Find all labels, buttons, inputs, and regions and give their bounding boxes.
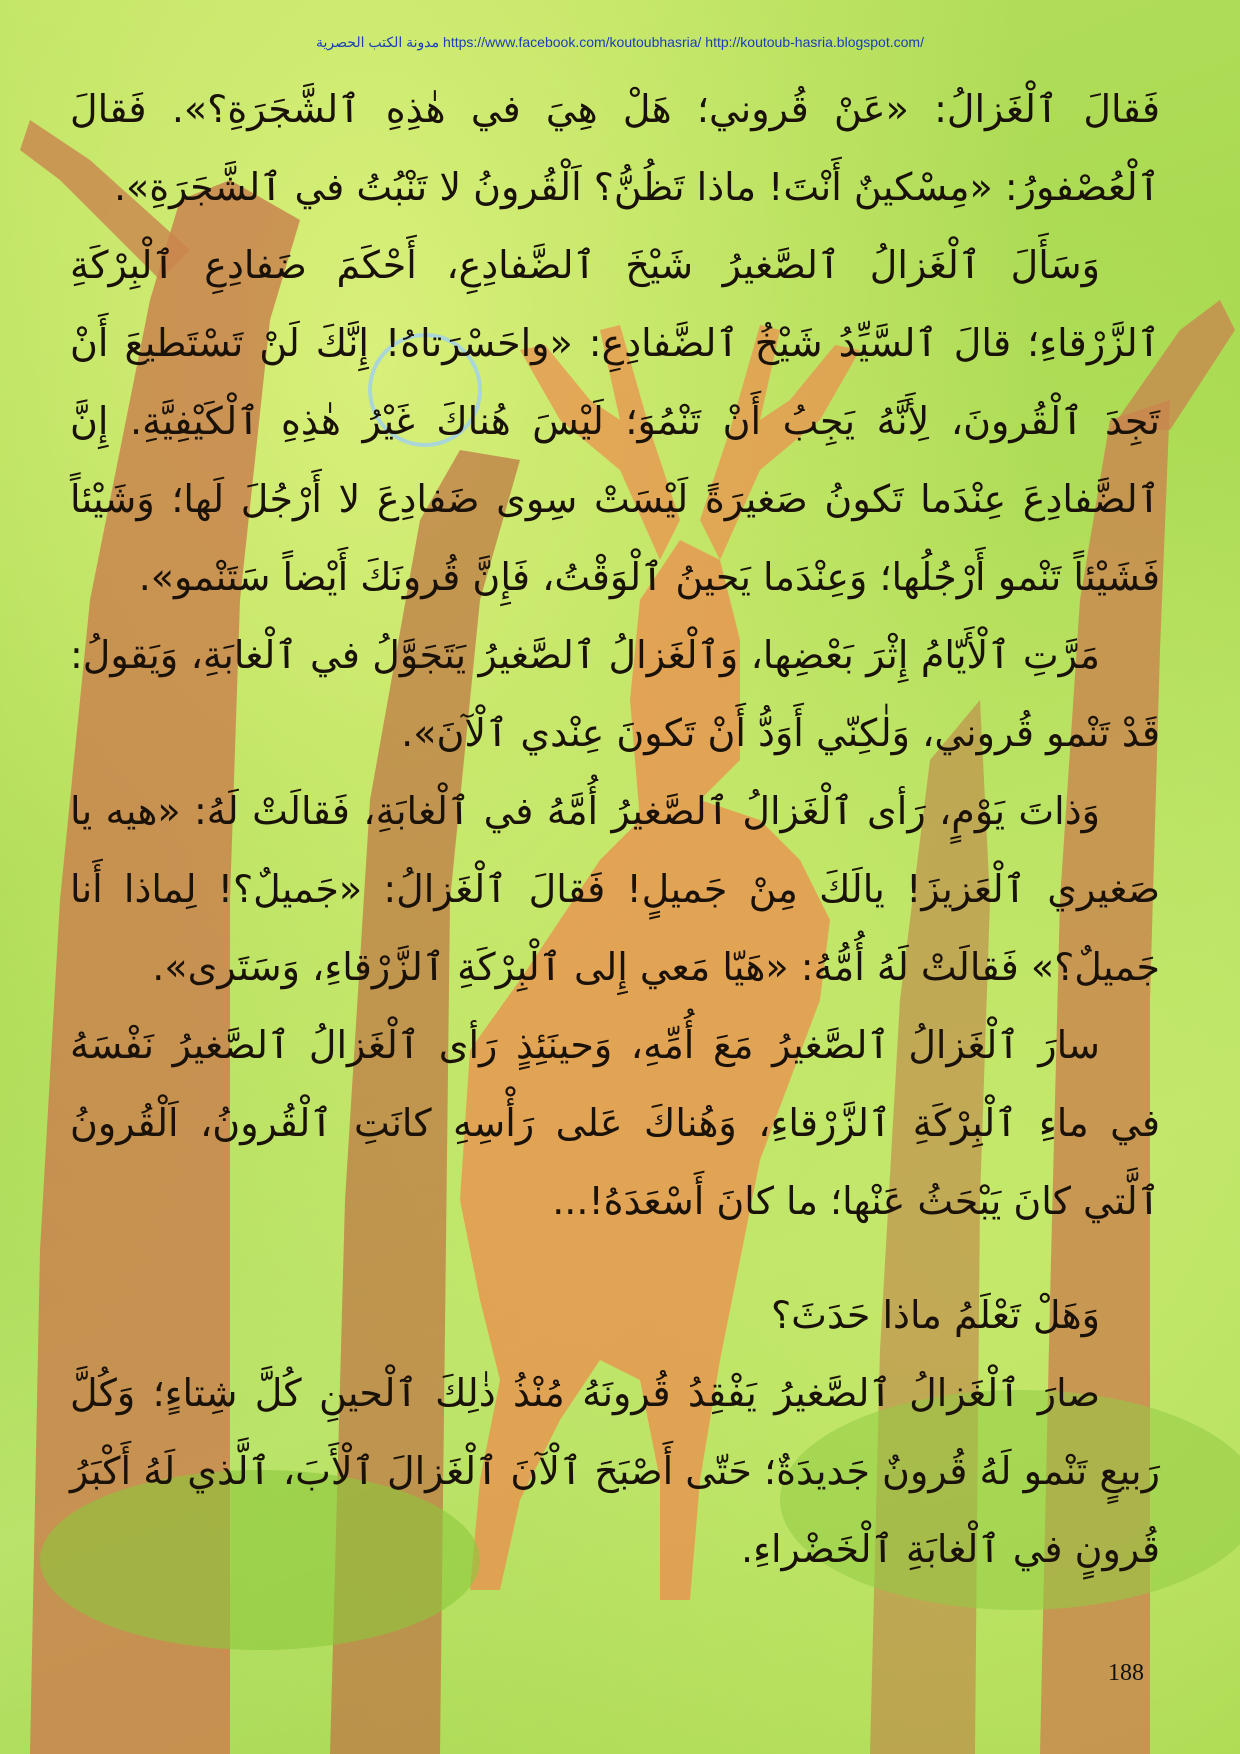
source-link[interactable]: مدونة الكتب الحصرية https://www.facebook.com/koutoubhasria/ http://koutoub-hasria.blogspot.com/ (316, 34, 924, 50)
paragraph: سارَ ٱلْغَزالُ ٱلصَّغيرُ مَعَ أُمِّهِ، وَحينَئِذٍ رَأى ٱلْغَزالُ ٱلصَّغيرُ نَفْسَهُ في ماءِ ٱلْبِرْكَةِ ٱلزَّرْقاءِ، وَهُناكَ عَلى رَأْسِهِ كانَتِ ٱلْقُرونُ، اَلْقُرونُ ٱلَّتي كانَ يَبْحَثُ عَنْها؛ ما كانَ أَسْعَدَهُ!... (70, 1023, 1160, 1223)
page-number: 188 (1108, 1660, 1144, 1686)
paragraph: فَقالَ ٱلْغَزالُ: «عَنْ قُروني؛ هَلْ هِيَ في هٰذِهِ ٱلشَّجَرَةِ؟». فَقالَ ٱلْعُصْفورُ: «مِسْكينٌ أَنْتَ! ماذا تَظُنُّ؟ اَلْقُرونُ لا تَنْبُتُ في ٱلشَّجَرَةِ». (70, 87, 1160, 209)
story-text (70, 70, 1160, 1588)
paragraph: مَرَّتِ ٱلْأَيّامُ إِثْرَ بَعْضِها، وَٱلْغَزالُ ٱلصَّغيرُ يَتَجَوَّلُ في ٱلْغابَةِ، وَيَقولُ: قَدْ تَنْمو قُروني، وَلٰكِنّي أَوَدُّ أَنْ تَكونَ عِنْدي ٱلْآنَ». (70, 633, 1160, 755)
paragraph: وَهَلْ تَعْلَمُ ماذا حَدَثَ؟ (771, 1293, 1100, 1337)
paragraph: صارَ ٱلْغَزالُ ٱلصَّغيرُ يَفْقِدُ قُرونَهُ مُنْذُ ذٰلِكَ ٱلْحينِ كُلَّ شِتاءٍ؛ وَكُلَّ رَبيعٍ تَنْمو لَهُ قُرونٌ جَديدَةٌ؛ حَتّى أَصْبَحَ ٱلْآنَ ٱلْغَزالَ ٱلْأَبَ، ٱلَّذي لَهُ أَكْبَرُ قُرونٍ في ٱلْغابَةِ ٱلْخَضْراءِ. (70, 1371, 1160, 1571)
paragraph: وَذاتَ يَوْمٍ، رَأى ٱلْغَزالُ ٱلصَّغيرُ أُمَّهُ في ٱلْغابَةِ، فَقالَتْ لَهُ: «هيه يا صَغيري ٱلْعَزيزَ! يالَكَ مِنْ جَميلٍ! فَقالَ ٱلْغَزالُ: «جَميلٌ؟! لِماذا أَنا جَميلٌ؟» فَقالَتْ لَهُ أُمُّهُ: «هَيّا مَعي إِلى ٱلْبِرْكَةِ ٱلزَّرْقاءِ، وَسَتَرى». (70, 789, 1160, 989)
paragraph: وَسَأَلَ ٱلْغَزالُ ٱلصَّغيرُ شَيْخَ ٱلضَّفادِعِ، أَحْكَمَ ضَفادِعِ ٱلْبِرْكَةِ ٱلزَّرْقاءِ؛ قالَ ٱلسَّيِّدُ شَيْخُ ٱلضَّفادِعِ: «واحَسْرَتاهُ! إِنَّكَ لَنْ تَسْتَطيعَ أَنْ تَجِدَ ٱلْقُرونَ، لِأَنَّهُ يَجِبُ أَنْ تَنْمُوَ؛ لَيْسَ هُناكَ غَيْرُ هٰذِهِ ٱلْكَيْفِيَّةِ. إِنَّ ٱلضَّفادِعَ عِنْدَما تَكونُ صَغيرَةً لَيْسَتْ سِوى ضَفادِعَ لا أَرْجُلَ لَها؛ وَشَيْئاً فَشَيْئاً تَنْمو أَرْجُلُها؛ وَعِنْدَما يَحينُ ٱلْوَقْتُ، فَإِنَّ قُرونَكَ أَيْضاً سَتَنْمو». (70, 243, 1160, 599)
